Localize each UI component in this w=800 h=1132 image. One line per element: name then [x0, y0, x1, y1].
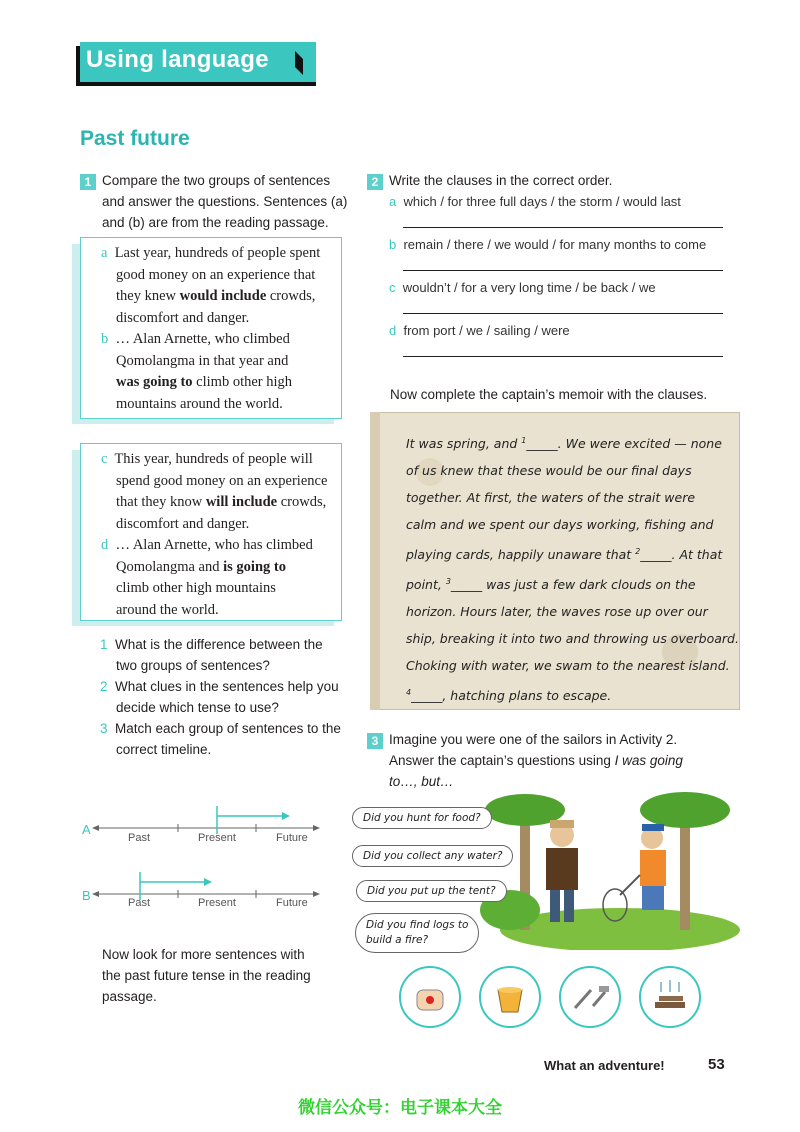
banner-title: Using language: [86, 46, 269, 73]
speech-bubble: Did you collect any water?: [352, 845, 513, 867]
cut-hand-icon: [399, 966, 461, 1028]
activity2-follow-up: Now complete the captain’s memoir with the clauses.: [390, 387, 708, 402]
activity-number-badge: 3: [367, 733, 383, 749]
wet-logs-icon: [639, 966, 701, 1028]
activity-number-badge: 2: [367, 174, 383, 190]
activity1-follow-up: Now look for more sentences with the past future tense in the reading passage.: [102, 947, 311, 1004]
activity1-questions: 1 What is the difference between the two groups of sentences? 2 What clues in the sentences help you decide which tense to use? 3 Match each group of sentences to the correct timeline.: [100, 637, 341, 757]
page-title: Past future: [80, 127, 190, 150]
bucket-icon: [479, 966, 541, 1028]
timeline-a-past: Past: [128, 832, 151, 844]
activity1-instruction: Compare the two groups of sentences and answer the questions. Sentences (a) and (b) are from the reading passage.: [102, 173, 348, 230]
answer-line[interactable]: [403, 270, 723, 271]
activity2-item-c: c wouldn’t / for a very long time / be back / we: [389, 280, 656, 295]
page-number: 53: [708, 1056, 725, 1073]
memoir-text: It was spring, and $^1$_____. We were excited — none of us knew that these would be our final days together. At first, the waters of the strait were calm and we spent our days working, fishing and playing cards, happily unaware that $^2$_____. At that point, $^3$_____ was just a few dark clouds on the horizon. Hours later, the waves rose up over our ship, breaking it into two and throwing us overboard. Choking with water, we swam to the nearest island. $^4$_____, hatching plans to escape.: [406, 436, 739, 704]
timeline-b-present: Present: [198, 897, 236, 909]
answer-line[interactable]: [403, 356, 723, 357]
activity2-item-d: d from port / we / sailing / were: [389, 323, 570, 338]
timeline-a-present: Present: [198, 832, 236, 844]
watermark-text: 微信公众号：电子课本大全: [298, 1098, 502, 1118]
speech-bubble: Did you hunt for food?: [352, 807, 492, 829]
activity3-instruction: Imagine you were one of the sailors in Activity 2. Answer the captain’s questions using I was going to…, but…: [389, 732, 683, 789]
answer-line[interactable]: [403, 227, 723, 228]
example-sentences-ab: a Last year, hundreds of people spent good money on an experience that they knew would include crowds, discomfort and danger. b … Alan Arnette, who climbed Qomolangma in that year and was going to climb other high mountains around the world.: [101, 245, 321, 412]
timeline-label-a: A: [82, 822, 91, 837]
example-sentences-cd: c This year, hundreds of people will spend good money on an experience that they know will include crowds, discomfort and danger. d … Alan Arnette, who has climbed Qomolangma and is going to climb other high mountains around the world.: [101, 451, 328, 618]
timeline-label-b: B: [82, 888, 91, 903]
activity2-item-a: a which / for three full days / the storm / would last: [389, 194, 681, 209]
activity-number-badge: 1: [80, 174, 96, 190]
broken-tools-icon: [559, 966, 621, 1028]
speech-bubble: Did you put up the tent?: [356, 880, 507, 902]
footer-unit-title: What an adventure!: [544, 1058, 665, 1073]
island-illustration: [480, 780, 750, 950]
answer-line[interactable]: [403, 313, 723, 314]
timeline-b-past: Past: [128, 897, 151, 909]
activity2-instruction: Write the clauses in the correct order.: [389, 173, 613, 188]
activity2-item-b: b remain / there / we would / for many months to come: [389, 237, 707, 252]
timeline-a-future: Future: [276, 832, 308, 844]
speech-bubble: Did you find logs to build a fire?: [355, 913, 479, 953]
banner-bracket-icon: [291, 49, 309, 79]
timeline-b-future: Future: [276, 897, 308, 909]
